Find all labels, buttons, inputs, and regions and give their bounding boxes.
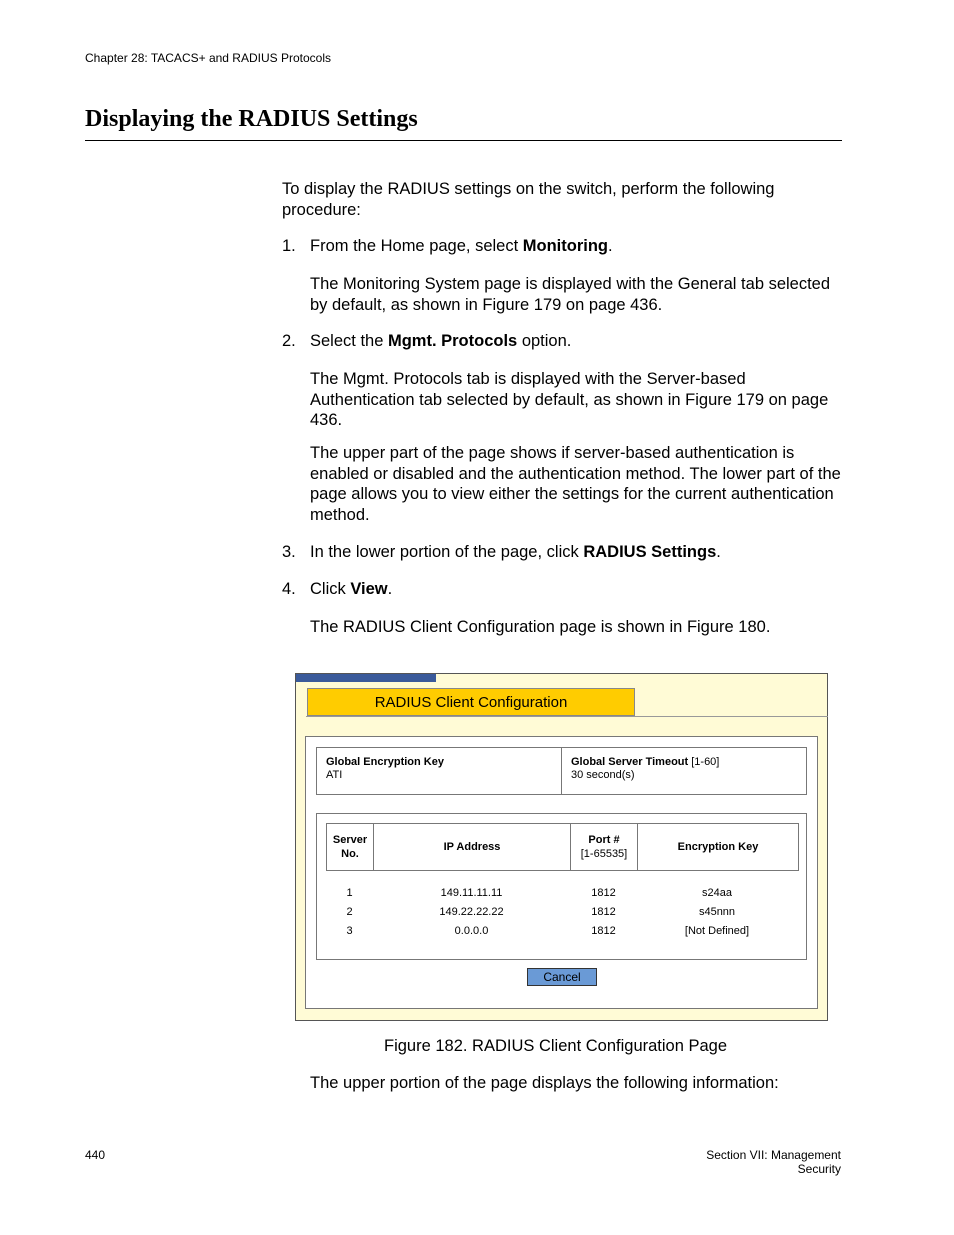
figure-caption: Figure 182. RADIUS Client Configuration Page (384, 1037, 728, 1055)
config-panel (305, 736, 818, 1009)
cell-ip: 149.22.22.22 (439, 906, 504, 918)
step-text: . (716, 543, 721, 561)
header-text: Port # (588, 834, 620, 846)
cell-server-no: 2 (346, 906, 353, 918)
step-bold: RADIUS Settings (583, 543, 717, 561)
header-server-no (327, 824, 374, 870)
running-footer: Section VII: Management Security (706, 1148, 841, 1176)
step-2 (310, 331, 845, 352)
step-text: . (608, 237, 613, 255)
table-row (326, 925, 799, 943)
tab-line (306, 716, 828, 717)
global-key-cell (317, 748, 562, 794)
cell-server-no: 3 (346, 925, 353, 937)
table-row (326, 906, 799, 924)
step-4 (310, 579, 845, 600)
cell-key: [Not Defined] (684, 925, 750, 937)
header-encryption-key (638, 824, 798, 870)
step-bold: Monitoring (522, 237, 608, 255)
step-number: 4. (282, 580, 296, 598)
step-text: Click (310, 580, 351, 598)
step-number: 3. (282, 543, 296, 561)
cell-key: s45nnn (698, 906, 736, 918)
step-bold: View (350, 580, 388, 598)
header-ip-address (374, 824, 571, 870)
global-timeout-value: 30 second(s) (571, 769, 635, 781)
cancel-button[interactable]: Cancel (527, 968, 597, 986)
cell-ip: 0.0.0.0 (454, 925, 489, 937)
step-1-note: The Monitoring System page is displayed with the General tab selected by default, as shown in Figure 179 on page 436. (310, 275, 831, 314)
radius-config-figure (295, 673, 828, 1021)
table-row (326, 887, 799, 905)
cell-port: 1812 (591, 887, 616, 899)
step-number: 2. (282, 332, 296, 350)
intro-paragraph: To display the RADIUS settings on the switch, perform the following procedure: (282, 180, 775, 219)
step-3 (310, 542, 845, 563)
cell-server-no: 1 (346, 887, 353, 899)
header-text: Encryption Key (677, 841, 759, 853)
step-bold: Mgmt. Protocols (387, 332, 518, 350)
server-table-box (316, 813, 807, 960)
step-text: option. (517, 332, 572, 350)
step-4-note: The RADIUS Client Configuration page is shown in Figure 180. (310, 618, 771, 636)
header-port (571, 824, 638, 870)
page-number: 440 (85, 1148, 106, 1162)
header-text: Server (332, 834, 368, 846)
step-text: From the Home page, select (310, 237, 523, 255)
after-paragraph: The upper portion of the page displays the following information: (310, 1074, 779, 1092)
server-table-header (326, 823, 799, 871)
running-header: Chapter 28: TACACS+ and RADIUS Protocols (85, 51, 331, 65)
cell-port: 1812 (591, 906, 616, 918)
tab-radius-client-configuration[interactable]: RADIUS Client Configuration (307, 688, 635, 716)
top-bar (296, 674, 436, 682)
header-text: No. (341, 848, 359, 860)
global-timeout-range: [1-60] (688, 756, 720, 768)
global-timeout-label: Global Server Timeout (571, 756, 689, 768)
step-text: . (387, 580, 393, 598)
global-key-value: ATI (326, 769, 343, 781)
header-text: IP Address (443, 841, 501, 853)
step-1 (310, 236, 845, 257)
global-timeout-cell (562, 748, 806, 794)
step-2-note-a: The Mgmt. Protocols tab is displayed with the Server-based Authentication tab selected by default, as shown in Figure 179 on page 436. (310, 370, 829, 429)
cell-ip: 149.11.11.11 (440, 887, 503, 899)
step-2-note-b: The upper part of the page shows if server-based authentication is enabled or disabled and the authentication method. The lower part of the page allows you to view either the settings for the current authentication method. (310, 444, 841, 524)
section-title: Displaying the RADIUS Settings (85, 106, 418, 132)
cell-port: 1812 (591, 925, 616, 937)
cell-key: s24aa (702, 887, 732, 899)
title-rule (85, 140, 842, 141)
step-text: Select the (310, 332, 388, 350)
header-text: [1-65535] (580, 848, 628, 860)
global-key-label: Global Encryption Key (326, 756, 444, 768)
step-number: 1. (282, 237, 296, 255)
step-text: In the lower portion of the page, click (310, 543, 584, 561)
global-settings-box (316, 747, 807, 795)
